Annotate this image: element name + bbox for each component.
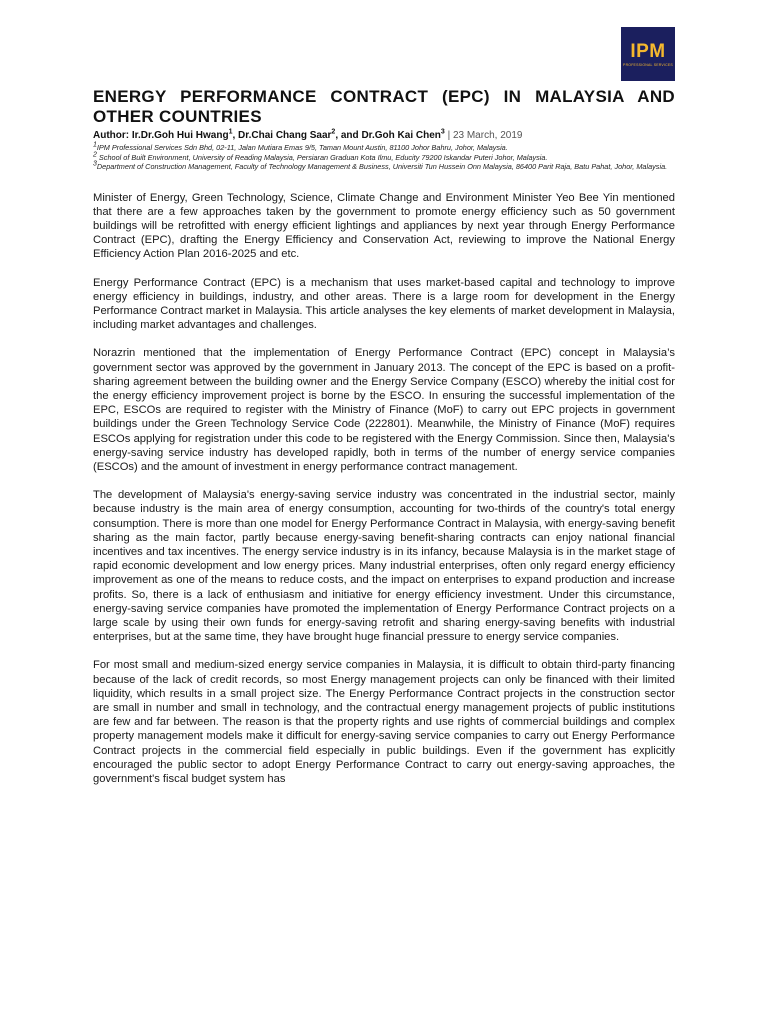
paragraph: Energy Performance Contract (EPC) is a mechanism that uses market-based capital and technology to improve energy efficiency in buildings, industry, and other areas. There is a large room for development in the Energy Performance Contract market in Malaysia. This article analyses the key elements of market development in Malaysia, including market advantages and challenges.: [93, 276, 675, 332]
ipm-logo: [621, 27, 675, 81]
paragraph: For most small and medium-sized energy service companies in Malaysia, it is difficult to obtain third-party financing because of the lack of credit records, so most Energy management projects can only be financed with their limited liquidity, which results in a small project size. The Energy Performance Contract projects in the construction sector are small in number and small in technology, and the contractual energy management projects of public institutions are few and far between. The reason is that the property rights and use rights of commercial buildings and complex property management models make it difficult for energy-saving service companies to carry out Energy Performance Contract projects in the commercial field especially in public buildings. Even if the government has explicitly encouraged the public sector to adopt Energy Performance Contract to carry out energy-saving approaches, the government's fiscal budget system has: [93, 659, 675, 786]
logo-subtitle: PROFESSIONAL SERVICES: [623, 63, 673, 67]
paragraph: Norazrin mentioned that the implementation of Energy Performance Contract (EPC) concept in Malaysia’s government sector was approved by the government in January 2013. The concept of the EPC is based on a profit-sharing agreement between the building owner and the Energy Service Company (ESCO) whereby the initial cost for the energy efficiency improvement project is borne by the ESCO. In ensuring the successful implementation of the EPC, ESCOs are required to register with the Ministry of Finance (MoF) to carry out EPC projects in government buildings under the Green Technology Service Code (222801). Meanwhile, the Ministry of Finance (MoF) requires ESCOs applying for registration under this code to be registered with the Energy Commission. Since then, Malaysia's energy-saving service industry has developed rapidly, both in terms of the number of energy service companies (ESCOs) and the amount of investment in energy performance contract management.: [93, 347, 675, 473]
affiliation-2-text: School of Built Environment, University of Reading Malaysia, Persiaran Graduan Kota Ilmu, Educity 79200 Iskandar Puteri Johor, Malaysia.: [96, 152, 548, 162]
author-1: Ir.Dr.Goh Hui Hwang: [131, 130, 229, 141]
byline-prefix: Author:: [93, 130, 132, 141]
affiliation-1-text: IPM Professional Services Sdn Bhd, 02-11, Jalan Mutiara Emas 9/5, Taman Mount Austin, 81100 Johor Bahru, Johor, Malaysia.: [96, 143, 508, 152]
paragraph: The development of Malaysia's energy-saving service industry was concentrated in the industrial sector, mainly because industry is the main area of energy consumption, accounting for two-thirds of the country's total energy consumption. There is more than one model for Energy Performance Contract in Malaysia, with energy-saving benefit sharing as the main factor, partly because energy-saving benefit-sharing contracts can enjoy national financial incentives and tax incentives. The energy service industry is in its infancy, because Malaysia is in the market stage of rapid economic development and low energy prices. Many industrial enterprises, often only regard energy efficiency improvement as one of the means to reduce costs, and the impact on enterprises to expand production and increase profits. So, there is a lack of enthusiasm and initiative for energy efficiency investment. Under this circumstance, energy-saving service companies have promoted the implementation of Energy Performance Contract projects on a large scale by using their own funds for energy-saving retrofit and sharing energy-saving benefits with industrial enterprises, but at the same time, they have brought huge financial pressure to energy service companies.: [93, 489, 675, 644]
affiliation-1-num: 1: [93, 141, 97, 149]
author-2: Dr.Chai Chang Saar: [238, 130, 332, 141]
author-byline: [93, 129, 675, 142]
logo-text: IPM: [630, 41, 666, 62]
paragraph: Minister of Energy, Green Technology, Science, Climate Change and Environment Minister Yeo Bee Yin mentioned that there are a few approaches taken by the government to promote energy efficiency such as 50 government buildings will be retrofitted with energy efficient lightings and appliances by next year through Energy Performance Contract (EPC), drafting the Energy Efficiency and Conservation Act, reviewing to improve the National Energy Efficiency Action Plan 2016-2025 and etc.: [93, 191, 675, 261]
author-2-sup: 2: [331, 128, 336, 136]
publication-date: | 23 March, 2019: [444, 130, 523, 141]
article-body: [93, 191, 675, 787]
affiliations: [93, 143, 675, 172]
article-title: ENERGY PERFORMANCE CONTRACT (EPC) IN MALAYSIA AND OTHER COUNTRIES: [93, 87, 675, 126]
author-1-sup: 1: [228, 128, 233, 136]
article: [93, 87, 675, 800]
affiliation-3-num: 3: [93, 160, 97, 168]
byline-sep-1: ,: [232, 130, 239, 141]
byline-sep-2: , and: [335, 130, 362, 141]
author-3-sup: 3: [440, 128, 445, 136]
affiliation-1: [93, 143, 675, 153]
affiliation-3: [93, 162, 675, 172]
author-3: Dr.Goh Kai Chen: [361, 130, 441, 141]
affiliation-2-num: 2: [93, 151, 97, 159]
affiliation-3-text: Department of Construction Management, Faculty of Technology Management & Business, Universiti Tun Hussein Onn Malaysia, 86400 Parit Raja, Batu Pahat, Johor, Malaysia.: [96, 162, 668, 171]
affiliation-2: [93, 153, 675, 163]
